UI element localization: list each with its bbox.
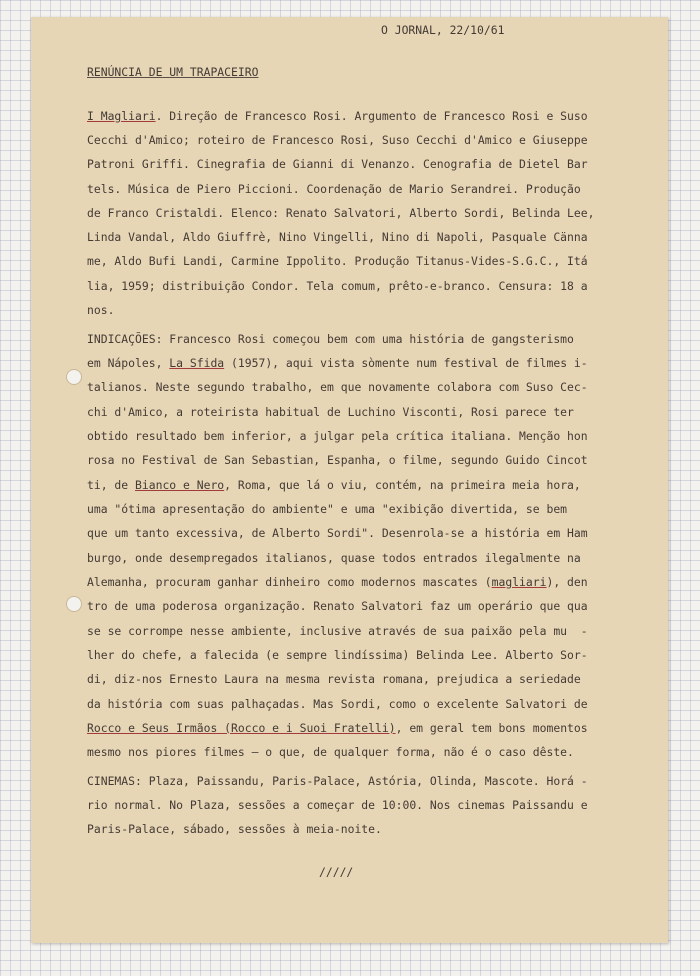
indicacoes-line-2: em Nápoles, La Sfida (1957), aqui vista sòmente num festival de filmes i- [87, 356, 588, 370]
indicacoes-line-14: lher do chefe, a falecida (e sempre lindíssima) Belinda Lee. Alberto Sor- [87, 648, 588, 662]
indicacoes-line-12: tro de uma poderosa organização. Renato Salvatori faz um operário que qua [87, 599, 588, 613]
credits-line-3: Patroni Griffi. Cinegrafia de Gianni di Venanzo. Cenografia de Dietel Bar [87, 157, 588, 171]
indicacoes-line-4: chi d'Amico, a roteirista habitual de Luchino Visconti, Rosi parece ter [87, 405, 574, 419]
film-title-rocco: Rocco e Seus Irmãos (Rocco e i Suoi Fratelli) [87, 721, 396, 735]
indicacoes-line-15: di, diz-nos Ernesto Laura na mesma revista romana, prejudica a seriedade [87, 672, 581, 686]
credits-line-9: nos. [87, 303, 115, 317]
credits-line-1: I Magliari. Direção de Francesco Rosi. Argumento de Francesco Rosi e Suso [87, 109, 588, 123]
indicacoes-line-10: burgo, onde desempregados italianos, quase todos entrados ilegalmente na [87, 551, 581, 565]
indicacoes-line-3: talianos. Neste segundo trabalho, em que novamente colabora com Suso Cec- [87, 380, 588, 394]
end-mark: ///// [319, 865, 354, 879]
newspaper-header: O JORNAL, 22/10/61 [381, 23, 505, 37]
film-title: I Magliari [87, 109, 156, 123]
indicacoes-line-13: se se corrompe nesse ambiente, inclusive através de sua paixão pela mu - [87, 624, 588, 638]
credits-line-2: Cecchi d'Amico; roteiro de Francesco Rosi, Suso Cecchi d'Amico e Giuseppe [87, 133, 588, 147]
indicacoes-line-7: ti, de Bianco e Nero, Roma, que lá o viu, contém, na primeira meia hora, [87, 478, 581, 492]
cinemas-line-2: rio normal. No Plaza, sessões a começar de 10:00. Nos cinemas Paissandu e [87, 798, 588, 812]
credits-line-4: tels. Música de Piero Piccioni. Coordenação de Mario Serandrei. Produção [87, 182, 581, 196]
indicacoes-line-18: mesmo nos piores filmes — o que, de qualquer forma, não é o caso dêste. [87, 745, 574, 759]
credits-line-5: de Franco Cristaldi. Elenco: Renato Salvatori, Alberto Sordi, Belinda Lee, [87, 206, 595, 220]
punch-hole-top [66, 369, 82, 385]
indicacoes-line-17: Rocco e Seus Irmãos (Rocco e i Suoi Fratelli), em geral tem bons momentos [87, 721, 588, 735]
indicacoes-line-6: rosa no Festival de San Sebastian, Espanha, o filme, segundo Guido Cincot [87, 453, 588, 467]
indicacoes-line-11: Alemanha, procuram ganhar dinheiro como modernos mascates (magliari), den [87, 575, 588, 589]
indicacoes-line-1: INDICAÇÕES: Francesco Rosi começou bem com uma história de gangsterismo [87, 332, 574, 346]
indicacoes-label: INDICAÇÕES: [87, 332, 163, 346]
cinemas-line-3: Paris-Palace, sábado, sessões à meia-noite. [87, 822, 382, 836]
credits-line-8: lia, 1959; distribuição Condor. Tela comum, prêto-e-branco. Censura: 18 a [87, 279, 588, 293]
word-magliari: magliari [491, 575, 547, 589]
indicacoes-line-9: que um tanto excessiva, de Alberto Sordi". Desenrola-se a história em Ham [87, 526, 588, 540]
indicacoes-line-5: obtido resultado bem inferior, a julgar pela crítica italiana. Menção hon [87, 429, 588, 443]
cinemas-line-1: CINEMAS: Plaza, Paissandu, Paris-Palace, Astória, Olinda, Mascote. Horá - [87, 774, 588, 788]
cinemas-label: CINEMAS: [87, 774, 142, 788]
credits-line-7: me, Aldo Bufi Landi, Carmine Ippolito. Produção Titanus-Vides-S.G.C., Itá [87, 254, 588, 268]
indicacoes-line-16: da história com suas palhaçadas. Mas Sordi, como o excelente Salvatori de [87, 697, 588, 711]
film-title-la-sfida: La Sfida [169, 356, 225, 370]
magazine-title: Bianco e Nero [135, 478, 225, 492]
indicacoes-line-8: uma "ótima apresentação do ambiente" e uma "exibição divertida, se bem [87, 502, 568, 516]
article-title: RENÚNCIA DE UM TRAPACEIRO [87, 65, 259, 79]
punch-hole-bottom [66, 596, 82, 612]
credits-line-6: Linda Vandal, Aldo Giuffrè, Nino Vingelli, Nino di Napoli, Pasquale Cänna [87, 230, 588, 244]
